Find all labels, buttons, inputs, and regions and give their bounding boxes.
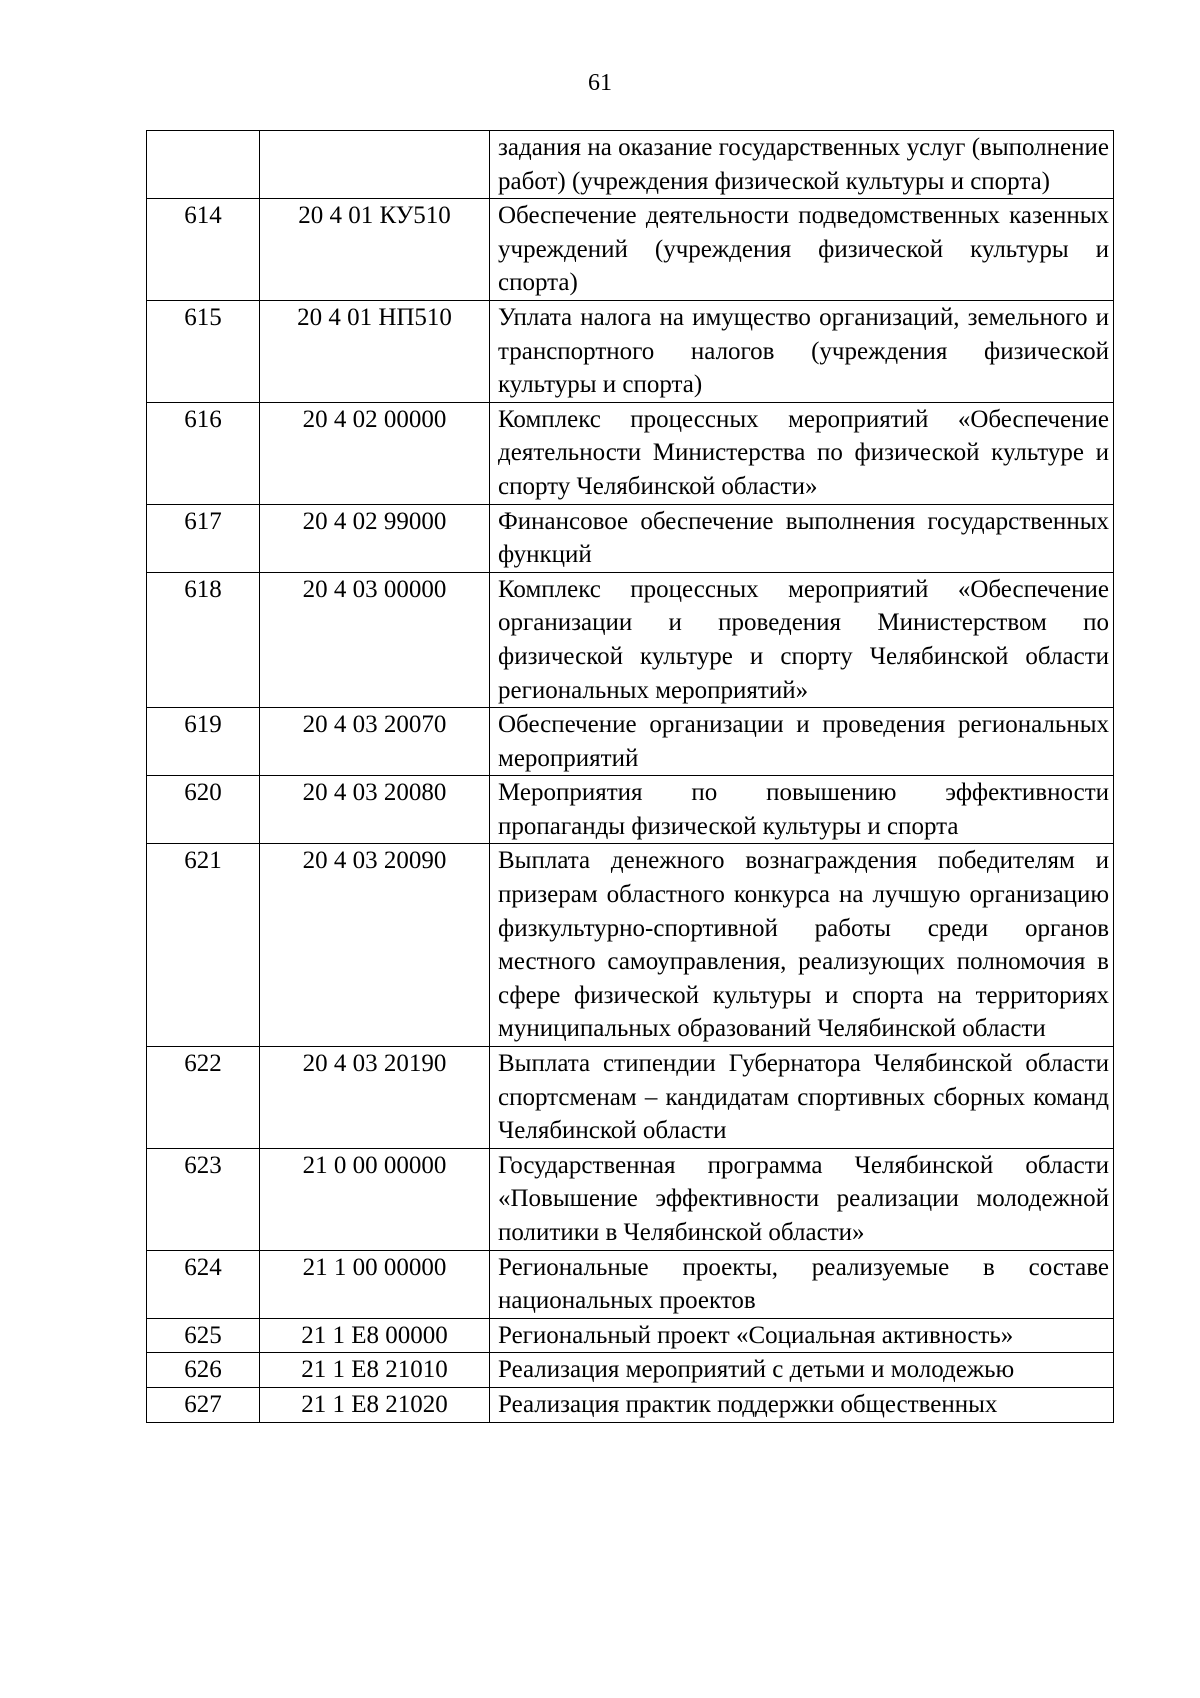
- target-code-cell: 20 4 03 20090: [260, 844, 490, 1047]
- target-code-cell: 20 4 03 00000: [260, 572, 490, 707]
- target-code-cell: 20 4 01 КУ510: [260, 199, 490, 301]
- item-name-cell: Комплекс процессных мероприятий «Обеспечение деятельности Министерства по физической культуре и спорту Челябинской области»: [490, 402, 1114, 504]
- target-code-cell: 21 1 Е8 21020: [260, 1387, 490, 1422]
- row-number-cell: 620: [147, 776, 260, 844]
- row-number-cell: 618: [147, 572, 260, 707]
- row-number-cell: 614: [147, 199, 260, 301]
- table-row: [147, 131, 1114, 199]
- table-row: [147, 572, 1114, 707]
- page-number: 61: [588, 70, 612, 96]
- table-row: [147, 1387, 1114, 1422]
- row-number-cell: 616: [147, 402, 260, 504]
- row-number-cell: 621: [147, 844, 260, 1047]
- target-code-cell: 20 4 03 20190: [260, 1047, 490, 1149]
- table-row: [147, 504, 1114, 572]
- target-code-cell: 21 1 Е8 21010: [260, 1353, 490, 1388]
- item-name-cell: Реализация практик поддержки общественных: [490, 1387, 1114, 1422]
- budget-classification-table: [146, 130, 1114, 1423]
- row-number-cell: 617: [147, 504, 260, 572]
- table-row: [147, 300, 1114, 402]
- item-name-cell: Государственная программа Челябинской области «Повышение эффективности реализации молодежной политики в Челябинской области»: [490, 1148, 1114, 1250]
- table-row: [147, 776, 1114, 844]
- row-number-cell: 615: [147, 300, 260, 402]
- item-name-cell: Региональный проект «Социальная активность»: [490, 1318, 1114, 1353]
- item-name-cell: задания на оказание государственных услуг (выполнение работ) (учреждения физической культуры и спорта): [490, 131, 1114, 199]
- row-number-cell: 624: [147, 1250, 260, 1318]
- target-code-cell: 20 4 03 20080: [260, 776, 490, 844]
- row-number-cell: 627: [147, 1387, 260, 1422]
- target-code-cell: 21 1 Е8 00000: [260, 1318, 490, 1353]
- table-row: [147, 708, 1114, 776]
- item-name-cell: Обеспечение организации и проведения региональных мероприятий: [490, 708, 1114, 776]
- target-code-cell: 20 4 02 00000: [260, 402, 490, 504]
- table-row: [147, 199, 1114, 301]
- item-name-cell: Уплата налога на имущество организаций, земельного и транспортного налогов (учреждения физической культуры и спорта): [490, 300, 1114, 402]
- table-row: [147, 1047, 1114, 1149]
- table-row: [147, 1250, 1114, 1318]
- table-row: [147, 844, 1114, 1047]
- item-name-cell: Реализация мероприятий с детьми и молодежью: [490, 1353, 1114, 1388]
- table-row: [147, 1318, 1114, 1353]
- item-name-cell: Мероприятия по повышению эффективности пропаганды физической культуры и спорта: [490, 776, 1114, 844]
- target-code-cell: 20 4 02 99000: [260, 504, 490, 572]
- item-name-cell: Региональные проекты, реализуемые в составе национальных проектов: [490, 1250, 1114, 1318]
- target-code-cell: [260, 131, 490, 199]
- row-number-cell: [147, 131, 260, 199]
- row-number-cell: 619: [147, 708, 260, 776]
- row-number-cell: 625: [147, 1318, 260, 1353]
- item-name-cell: Финансовое обеспечение выполнения государственных функций: [490, 504, 1114, 572]
- target-code-cell: 20 4 01 НП510: [260, 300, 490, 402]
- row-number-cell: 626: [147, 1353, 260, 1388]
- item-name-cell: Обеспечение деятельности подведомственных казенных учреждений (учреждения физической культуры и спорта): [490, 199, 1114, 301]
- target-code-cell: 20 4 03 20070: [260, 708, 490, 776]
- row-number-cell: 623: [147, 1148, 260, 1250]
- target-code-cell: 21 0 00 00000: [260, 1148, 490, 1250]
- target-code-cell: 21 1 00 00000: [260, 1250, 490, 1318]
- table-row: [147, 402, 1114, 504]
- table-row: [147, 1148, 1114, 1250]
- item-name-cell: Выплата денежного вознаграждения победителям и призерам областного конкурса на лучшую организацию физкультурно-спортивной работы среди органов местного самоуправления, реализующих полномочия в сфере физической культуры и спорта на территориях муниципальных образований Челябинской области: [490, 844, 1114, 1047]
- table-row: [147, 1353, 1114, 1388]
- item-name-cell: Комплекс процессных мероприятий «Обеспечение организации и проведения Министерством по физической культуре и спорту Челябинской области региональных мероприятий»: [490, 572, 1114, 707]
- item-name-cell: Выплата стипендии Губернатора Челябинской области спортсменам – кандидатам спортивных сборных команд Челябинской области: [490, 1047, 1114, 1149]
- row-number-cell: 622: [147, 1047, 260, 1149]
